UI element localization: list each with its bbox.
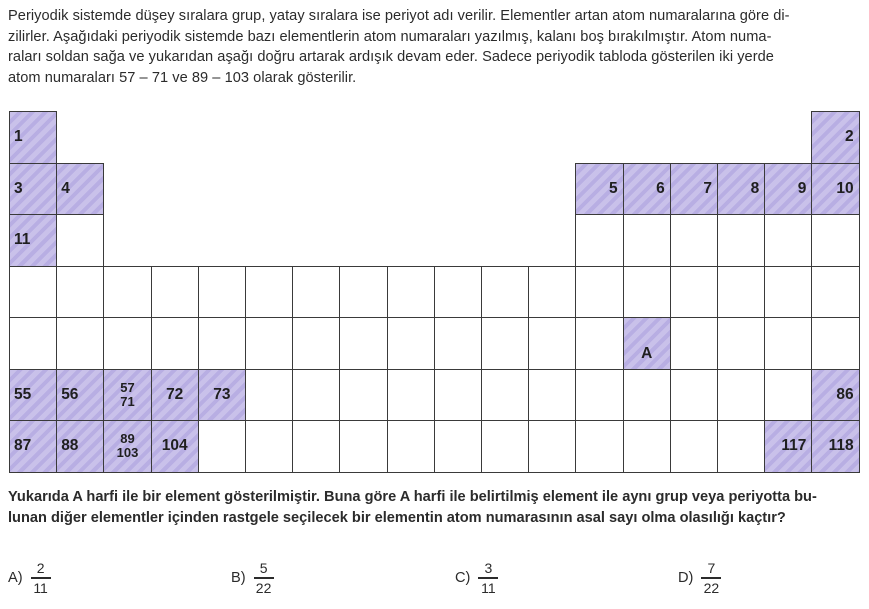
element-cell — [387, 369, 435, 422]
element-cell — [811, 369, 859, 422]
element-cell — [56, 317, 104, 370]
element-cell — [339, 369, 387, 422]
element-cell — [717, 163, 765, 216]
atomic-number: 3 — [14, 179, 23, 197]
atomic-number: 104 — [161, 437, 188, 455]
element-cell — [387, 420, 435, 473]
element-cell — [575, 369, 623, 422]
atomic-number: 11 — [14, 231, 31, 249]
intro-paragraph — [8, 6, 860, 88]
element-cell — [670, 317, 718, 370]
element-cell — [575, 163, 623, 216]
element-cell — [9, 369, 57, 422]
atomic-number: 8 — [750, 179, 760, 197]
element-cell — [245, 420, 293, 473]
element-cell — [623, 420, 671, 473]
element-cell — [481, 420, 529, 473]
element-cell — [245, 266, 293, 319]
element-cell — [623, 163, 671, 216]
element-cell — [717, 214, 765, 267]
atomic-number: 10 — [836, 179, 854, 197]
choice-a[interactable] — [8, 558, 51, 598]
element-cell — [245, 369, 293, 422]
element-cell — [623, 266, 671, 319]
element-cell — [198, 266, 246, 319]
element-cell — [9, 111, 57, 164]
element-cell — [56, 369, 104, 422]
numerator: 5 — [259, 560, 268, 577]
element-cell — [575, 420, 623, 473]
atomic-number: 6 — [656, 179, 665, 197]
element-cell — [528, 420, 576, 473]
atomic-number: 1 — [14, 128, 23, 146]
element-cell — [764, 163, 812, 216]
choice-fraction — [254, 560, 274, 595]
atomic-number: 4 — [61, 179, 70, 197]
element-cell — [528, 266, 576, 319]
intro-line: atom numaraları 57 – 71 ve 89 – 103 olarak gösterilir. — [8, 69, 357, 86]
intro-line: zilirler. Aşağıdaki periyodik sistemde bazı elementlerin atom numaraları yazılmış, kalanı boş bırakılmıştır. Atom numa- — [8, 28, 772, 45]
element-cell — [717, 420, 765, 473]
numerator: 2 — [36, 560, 45, 577]
element-cell — [339, 317, 387, 370]
choice-label: A) — [8, 570, 23, 586]
atomic-number: 73 — [213, 385, 231, 403]
element-cell — [623, 369, 671, 422]
element-cell — [292, 266, 340, 319]
element-cell — [670, 214, 718, 267]
atomic-number: 87 — [14, 437, 32, 455]
element-cell — [811, 266, 859, 319]
denominator: 22 — [703, 579, 720, 596]
element-cell — [717, 317, 765, 370]
atomic-number: 9 — [797, 179, 807, 197]
element-cell — [9, 266, 57, 319]
numerator: 3 — [484, 560, 493, 577]
element-cell — [481, 266, 529, 319]
element-cell — [387, 266, 435, 319]
choice-fraction — [701, 560, 721, 595]
choice-label: C) — [455, 570, 471, 586]
question-text — [8, 487, 860, 528]
element-cell — [670, 369, 718, 422]
denominator: 11 — [33, 579, 48, 596]
range-end: 71 — [120, 393, 135, 409]
element-cell — [434, 369, 482, 422]
element-cell — [198, 317, 246, 370]
atomic-number: 86 — [836, 385, 854, 403]
element-cell — [56, 214, 104, 267]
element-cell — [670, 163, 718, 216]
range-start: 57 — [120, 379, 135, 395]
atomic-number: 7 — [703, 179, 712, 197]
element-cell — [717, 266, 765, 319]
atomic-number — [104, 421, 150, 472]
choice-fraction — [478, 560, 498, 595]
element-cell — [292, 369, 340, 422]
element-cell — [811, 111, 859, 164]
choice-label: B) — [231, 570, 246, 586]
choice-b[interactable] — [231, 558, 274, 598]
element-cell — [198, 420, 246, 473]
numerator: 7 — [707, 560, 716, 577]
atomic-number: 5 — [608, 179, 618, 197]
atomic-number: A — [641, 344, 653, 362]
element-cell — [575, 317, 623, 370]
element-cell — [103, 266, 151, 319]
element-cell — [434, 420, 482, 473]
element-cell — [56, 420, 104, 473]
element-cell — [434, 317, 482, 370]
atomic-number: 72 — [166, 385, 184, 403]
choice-fraction — [31, 560, 51, 595]
element-cell — [481, 317, 529, 370]
element-cell — [481, 369, 529, 422]
element-cell — [670, 420, 718, 473]
range-end: 103 — [116, 445, 139, 461]
element-cell — [764, 420, 812, 473]
element-cell — [151, 266, 199, 319]
atomic-number: 56 — [61, 385, 79, 403]
denominator: 11 — [481, 579, 496, 596]
choice-d[interactable] — [678, 558, 721, 598]
element-cell — [670, 266, 718, 319]
element-cell — [764, 317, 812, 370]
element-cell — [717, 369, 765, 422]
element-cell — [434, 266, 482, 319]
element-cell — [9, 420, 57, 473]
element-cell — [811, 317, 859, 370]
element-cell — [764, 266, 812, 319]
element-cell — [811, 163, 859, 216]
atomic-number: 2 — [844, 128, 854, 146]
intro-line: Periyodik sistemde düşey sıralara grup, yatay sıralara ise periyot adı verilir. Elementler artan atom numaralarına göre di- — [8, 8, 790, 24]
atomic-number: 88 — [61, 437, 79, 455]
element-cell — [151, 420, 199, 473]
element-cell — [9, 163, 57, 216]
choice-label: D) — [678, 570, 694, 586]
range-start: 89 — [120, 431, 135, 447]
element-cell — [623, 317, 671, 370]
intro-line: raları soldan sağa ve yukarıdan aşağı doğru artarak ardışık devam eder. Sadece periyodik tabloda gösterilen iki yerde — [8, 49, 774, 65]
fraction-bar — [701, 577, 721, 578]
element-cell — [528, 369, 576, 422]
element-cell — [292, 317, 340, 370]
element-cell — [198, 369, 246, 422]
fraction-bar — [254, 577, 274, 578]
element-cell — [103, 317, 151, 370]
element-cell — [56, 163, 104, 216]
element-cell — [575, 214, 623, 267]
element-cell — [387, 317, 435, 370]
element-cell — [103, 369, 151, 422]
element-cell — [764, 369, 812, 422]
question-line: Yukarıda A harfi ile bir element gösterilmiştir. Buna göre A harfi ile belirtilmiş element ile aynı grup veya periyotta bu- — [8, 489, 817, 505]
element-cell — [811, 420, 859, 473]
question-line: lunan diğer elementler içinden rastgele seçilecek bir elementin atom numarasının asal sayı olma olasılığı kaçtır? — [8, 509, 786, 526]
element-cell — [103, 420, 151, 473]
choice-c[interactable] — [455, 558, 498, 598]
element-cell — [575, 266, 623, 319]
element-cell — [245, 317, 293, 370]
element-cell — [151, 317, 199, 370]
element-cell — [623, 214, 671, 267]
element-cell — [339, 420, 387, 473]
element-cell — [9, 317, 57, 370]
fraction-bar — [478, 577, 498, 578]
atomic-number: 117 — [781, 437, 807, 455]
element-cell — [339, 266, 387, 319]
atomic-number: 55 — [14, 385, 32, 403]
atomic-number: 118 — [828, 437, 854, 455]
denominator: 22 — [255, 579, 272, 596]
element-cell — [811, 214, 859, 267]
atomic-number — [104, 370, 150, 421]
fraction-bar — [31, 577, 51, 578]
element-cell — [528, 317, 576, 370]
element-cell — [56, 266, 104, 319]
element-cell — [151, 369, 199, 422]
element-cell — [292, 420, 340, 473]
element-cell — [9, 214, 57, 267]
element-cell — [764, 214, 812, 267]
